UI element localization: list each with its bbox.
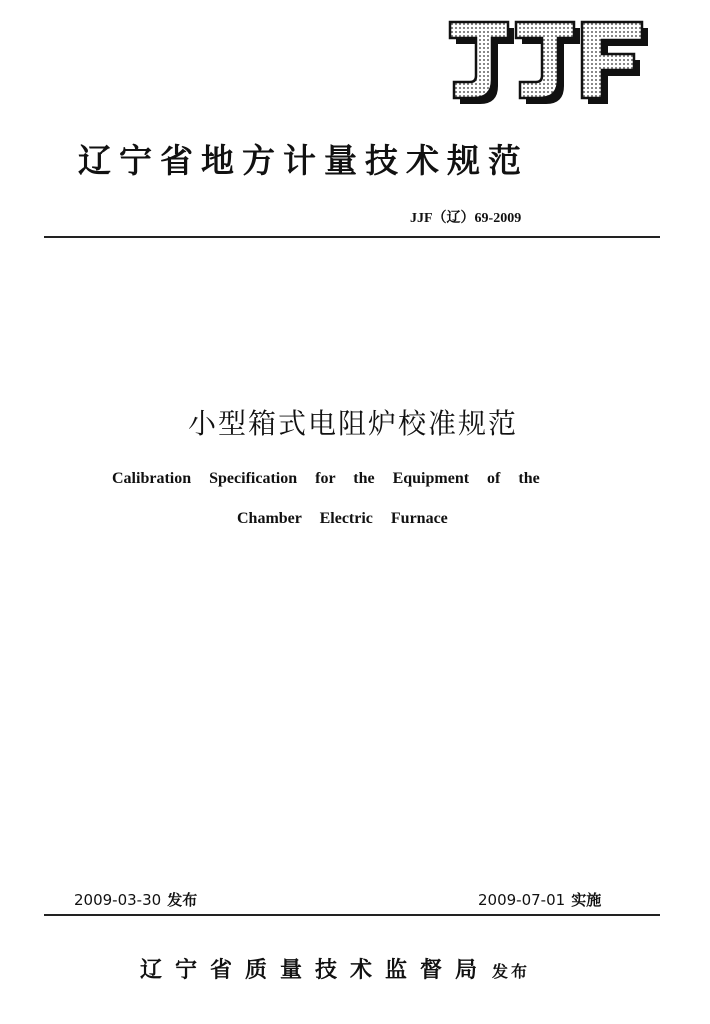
document-title-english-line2: Chamber Electric Furnace [237,510,448,527]
jjf-emblem-logo [446,18,652,108]
jjf-logo [446,18,652,108]
effective-date: 2009-07-01 [478,891,566,909]
issue-date-block [74,889,197,910]
issuer-action: 发布 [492,962,531,981]
top-divider [44,236,660,238]
standard-code: JJF（辽）69-2009 [410,211,522,226]
issuer-block [140,953,530,984]
issue-date: 2009-03-30 [74,891,162,909]
bottom-divider [44,914,660,916]
chinese-title-text: 小型箱式电阻炉校准规范 [187,407,518,440]
issuer-name: 辽宁省质量技术监督局 [140,957,491,983]
issue-label: 发布 [167,891,198,909]
header-title: 辽宁省地方计量技术规范 [78,141,529,180]
document-title-chinese [0,402,710,442]
effective-label: 实施 [571,891,602,909]
document-title-english-line1: Calibration Specification for the Equipment of the [112,470,540,487]
effective-date-block [478,889,601,910]
